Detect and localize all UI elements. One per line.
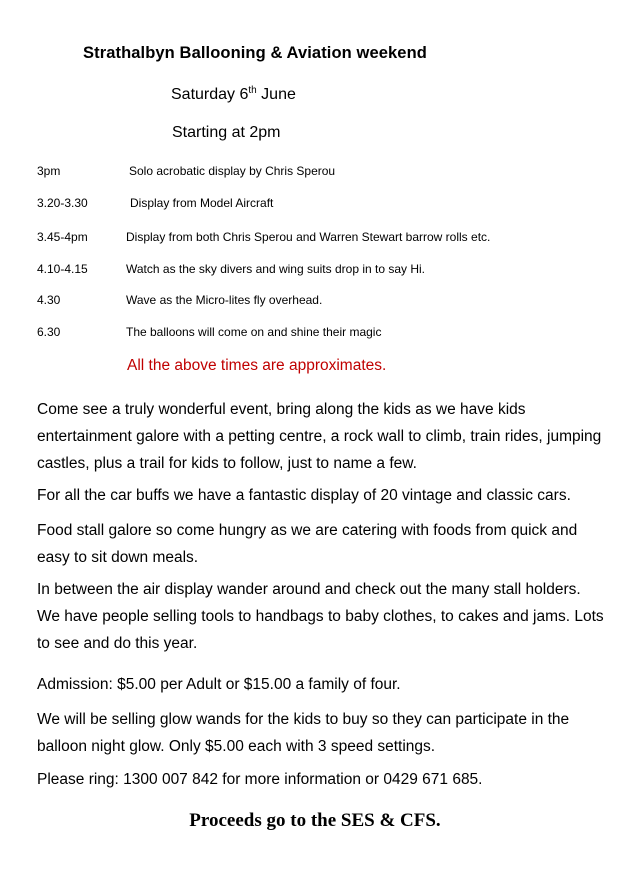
event-title: Strathalbyn Ballooning & Aviation weekend bbox=[83, 44, 427, 62]
start-time: Starting at 2pm bbox=[172, 124, 281, 141]
stalls-paragraph: In between the air display wander around and check out the many stall holders. We have people selling tools to handbags to baby clothes, to cakes and jams. Lots to see and do this year. bbox=[37, 581, 604, 652]
schedule-desc: Wave as the Micro-lites fly overhead. bbox=[126, 293, 323, 307]
event-date bbox=[171, 86, 296, 104]
schedule-time: 3pm bbox=[37, 164, 61, 178]
intro-paragraph: Come see a truly wonderful event, bring along the kids as we have kids entertainment galore with a petting centre, a rock wall to climb, train rides, jumping castles, plus a trail for kids to follow, just to name a few. bbox=[37, 401, 602, 472]
schedule-time: 6.30 bbox=[37, 325, 61, 339]
schedule-desc: Display from both Chris Sperou and Warren Stewart barrow rolls etc. bbox=[126, 230, 491, 244]
glow-wands-paragraph: We will be selling glow wands for the kids to buy so they can participate in the balloon night glow. Only $5.00 each with 3 speed settings. bbox=[37, 711, 570, 755]
schedule-desc: Watch as the sky divers and wing suits drop in to say Hi. bbox=[126, 262, 426, 276]
event-date-month: June bbox=[256, 86, 296, 103]
proceeds-footer: Proceeds go to the SES & CFS. bbox=[189, 810, 441, 831]
food-paragraph: Food stall galore so come hungry as we are catering with foods from quick and easy to sit down meals. bbox=[37, 522, 578, 566]
schedule-desc: The balloons will come on and shine their magic bbox=[126, 325, 382, 339]
car-paragraph: For all the car buffs we have a fantastic display of 20 vintage and classic cars. bbox=[37, 487, 571, 504]
approximate-times-note: All the above times are approximates. bbox=[127, 357, 387, 374]
admission-paragraph: Admission: $5.00 per Adult or $15.00 a family of four. bbox=[37, 676, 401, 693]
schedule-time: 4.30 bbox=[37, 293, 61, 307]
schedule-time: 3.20-3.30 bbox=[37, 196, 88, 210]
event-date-day: Saturday 6 bbox=[171, 86, 249, 103]
schedule-desc: Display from Model Aircraft bbox=[130, 196, 274, 210]
schedule-time: 4.10-4.15 bbox=[37, 262, 88, 276]
event-date-ordinal: th bbox=[248, 85, 257, 96]
contact-paragraph: Please ring: 1300 007 842 for more information or 0429 671 685. bbox=[37, 771, 483, 788]
schedule-desc: Solo acrobatic display by Chris Sperou bbox=[129, 164, 336, 178]
schedule-time: 3.45-4pm bbox=[37, 230, 88, 244]
